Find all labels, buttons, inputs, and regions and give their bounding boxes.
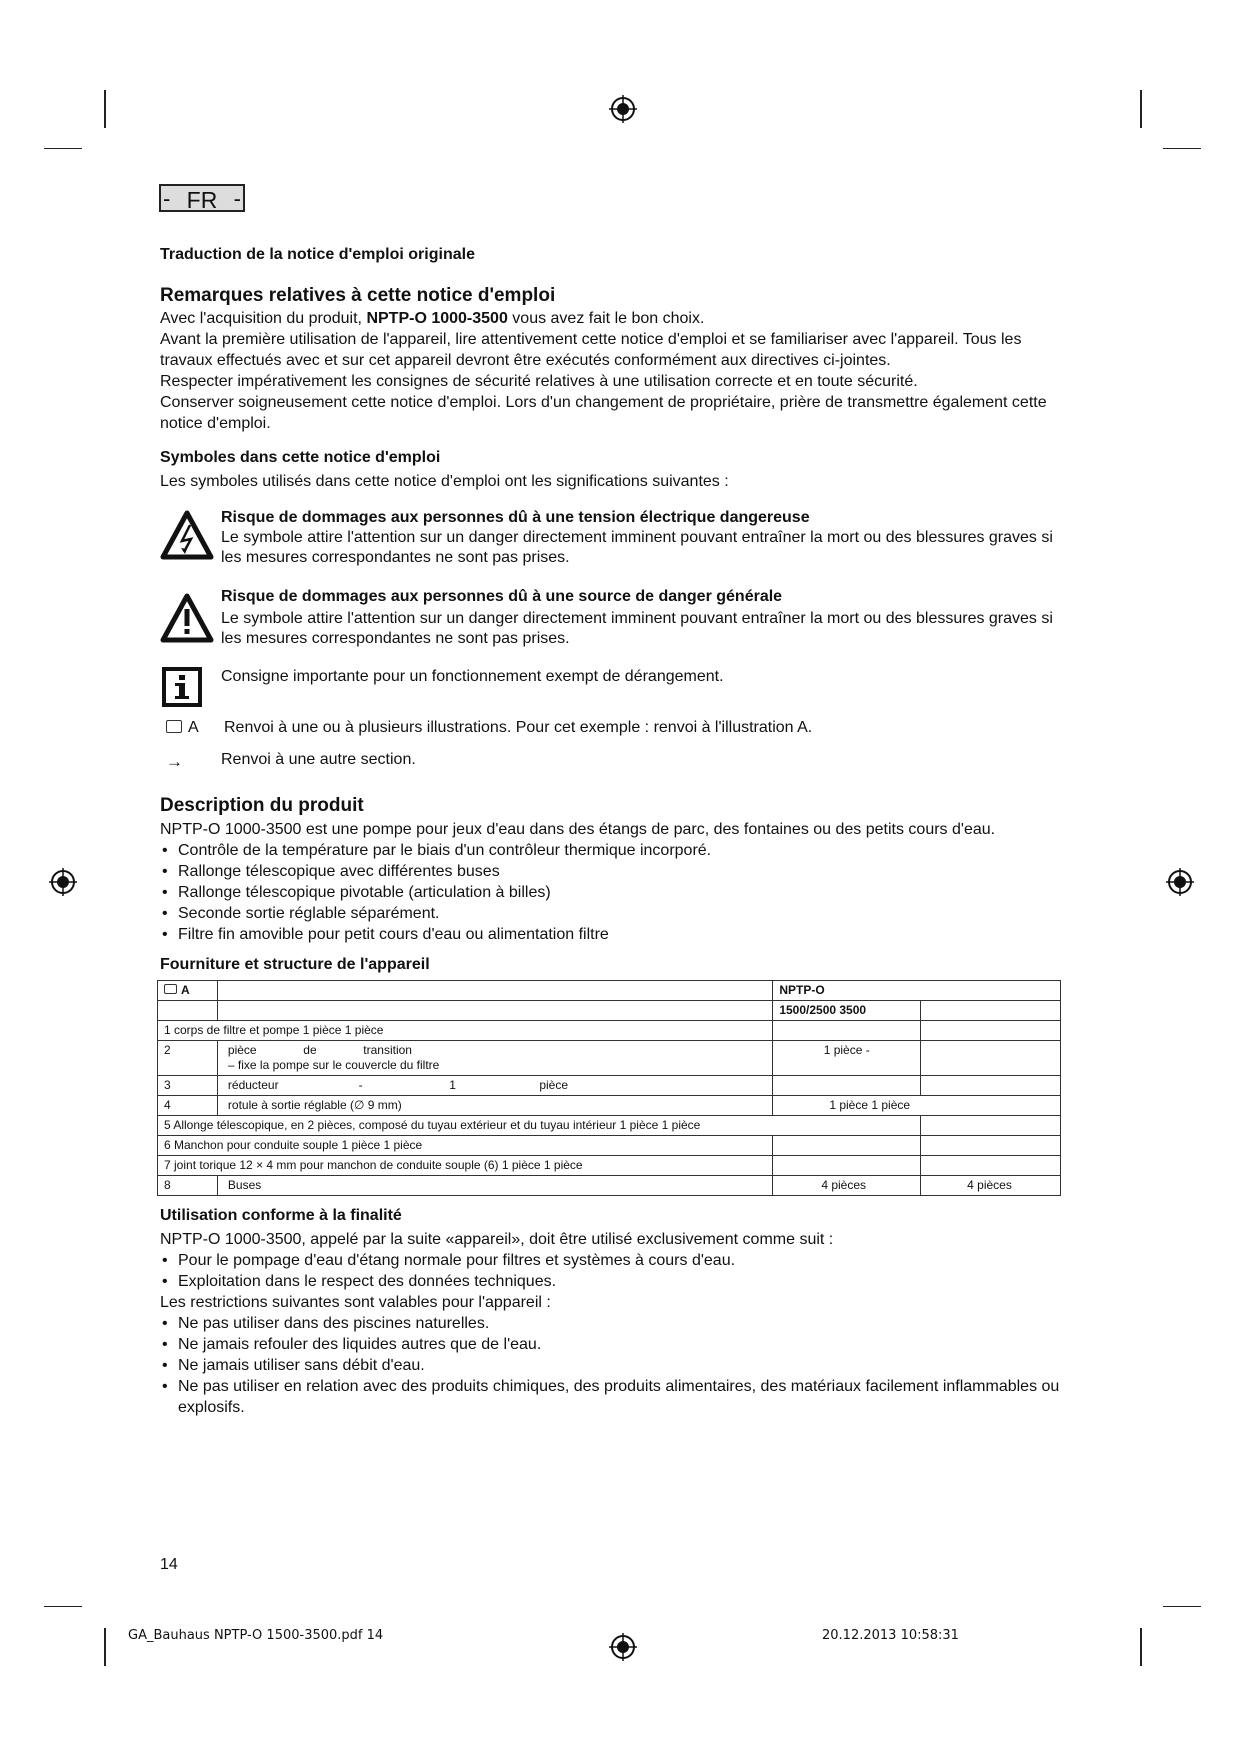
- registration-mark-icon: [608, 1632, 638, 1662]
- doc-subtitle: Traduction de la notice d'emploi originale: [160, 246, 475, 263]
- notes-p1: [160, 308, 1070, 329]
- electric-text: Le symbole attire l'attention sur un danger directement imminent pouvant entraîner la mort ou des blessures graves si les mesures correspondantes ne sont pas prises.: [221, 529, 1053, 566]
- row-merged: 5 Allonge télescopique, en 2 pièces, composé du tuyau extérieur et du tuyau intérieur 1 pièce 1 pièce: [158, 1116, 921, 1136]
- general-text: Le symbole attire l'attention sur un danger directement imminent pouvant entraîner la mort ou des blessures graves si les mesures correspondantes ne sont pas prises.: [221, 610, 1053, 647]
- section-usage: [160, 1205, 1070, 1418]
- notes-p1-pre: Avec l'acquisition du produit,: [160, 310, 367, 327]
- info-icon: [162, 667, 202, 707]
- supply-title: Fourniture et structure de l'appareil: [160, 956, 430, 973]
- restrictions-list: [160, 1313, 1070, 1418]
- header-sizes: 1500/2500 3500: [773, 1001, 921, 1021]
- notes-p4: Conserver soigneusement cette notice d'emploi. Lors d'un changement de propriétaire, prière de transmettre également cette notice d'emploi.: [160, 394, 1047, 432]
- registration-mark-icon: [48, 867, 78, 897]
- row-qty: [921, 1076, 1061, 1096]
- crop-mark: [44, 1606, 82, 1607]
- list-item: • Rallonge télescopique pivotable (articulation à billes): [160, 882, 1070, 903]
- footer-datetime: 20.12.2013 10:58:31: [822, 1628, 959, 1643]
- table-row: [158, 1116, 1061, 1136]
- general-title: Risque de dommages aux personnes dû à une source de danger générale: [221, 588, 783, 605]
- row-num: 2: [158, 1041, 218, 1076]
- usage-list: [160, 1250, 1070, 1292]
- usage-intro: NPTP-O 1000-3500, appelé par la suite «appareil», doit être utilisé exclusivement comme suit :: [160, 1231, 834, 1248]
- language-code: FR: [186, 187, 218, 213]
- row-merged: 1 corps de filtre et pompe 1 pièce 1 pièce: [158, 1021, 773, 1041]
- crop-mark: [1140, 90, 1142, 128]
- table-row: [158, 1136, 1061, 1156]
- arrow-text: Renvoi à une autre section.: [221, 751, 416, 768]
- list-item: • Ne jamais utiliser sans débit d'eau.: [160, 1355, 1070, 1376]
- table-header-row: [158, 981, 1061, 1001]
- figure-box-icon: [166, 720, 182, 733]
- list-item: • Exploitation dans le respect des données techniques.: [160, 1271, 1070, 1292]
- electric-hazard-icon: [160, 510, 214, 560]
- section-notes: [160, 285, 1070, 434]
- crop-mark: [104, 1628, 106, 1666]
- list-item: • Filtre fin amovible pour petit cours d'eau ou alimentation filtre: [160, 924, 1070, 945]
- description-list: [160, 840, 1070, 945]
- table-header-row: [158, 1001, 1061, 1021]
- row-num: 8: [158, 1176, 218, 1196]
- list-item: • Pour le pompage d'eau d'étang normale pour filtres et systèmes à cours d'eau.: [160, 1250, 1070, 1271]
- footer-filename: GA_Bauhaus NPTP-O 1500-3500.pdf 14: [128, 1628, 384, 1643]
- warning-icon: [160, 593, 214, 643]
- section-symbols: [160, 447, 1070, 492]
- section-notes-title: Remarques relatives à cette notice d'emploi: [160, 285, 556, 306]
- symbol-arrow: [160, 750, 1070, 770]
- row-qty: 1 pièce -: [773, 1041, 921, 1076]
- registration-mark-icon: [1165, 867, 1195, 897]
- header-model: NPTP-O: [773, 981, 1061, 1001]
- row-qty: [773, 1076, 921, 1096]
- row-desc: pièce de transition: [227, 1043, 412, 1057]
- list-item: • Ne pas utiliser dans des piscines naturelles.: [160, 1313, 1070, 1334]
- product-name: NPTP-O 1000-3500: [366, 310, 508, 327]
- language-tag: - FR -: [159, 184, 245, 212]
- ref-label: A: [188, 719, 199, 736]
- notes-p2: Avant la première utilisation de l'appareil, lire attentivement cette notice d'emploi et se familiariser avec l'appareil. Tous les travaux effectués avec et sur cet appareil devront être exécutés conformément aux directives ci-jointes.: [160, 331, 1022, 369]
- ref-text: Renvoi à une ou à plusieurs illustrations. Pour cet exemple : renvoi à l'illustration A.: [224, 719, 813, 736]
- description-title: Description du produit: [160, 795, 364, 816]
- table-row: [158, 1021, 1061, 1041]
- symbol-general: [160, 587, 1070, 649]
- section-description: [160, 795, 1070, 945]
- notes-p1-post: vous avez fait le bon choix.: [507, 310, 705, 327]
- table-row: [158, 1076, 1061, 1096]
- symbol-info: [160, 667, 1070, 687]
- symbols-title: Symboles dans cette notice d'emploi: [160, 449, 441, 466]
- row-qty: 1 pièce 1 pièce: [773, 1096, 1061, 1116]
- row-num: 3: [158, 1076, 218, 1096]
- electric-title: Risque de dommages aux personnes dû à une tension électrique dangereuse: [221, 509, 810, 526]
- page-number: 14: [160, 1556, 178, 1573]
- table-row: [158, 1041, 1061, 1076]
- crop-mark: [1163, 1606, 1201, 1607]
- list-item: • Seconde sortie réglable séparément.: [160, 903, 1070, 924]
- row-desc: Buses: [217, 1176, 772, 1196]
- row-qty: [921, 1041, 1061, 1076]
- row-qty: 4 pièces: [921, 1176, 1061, 1196]
- list-item: • Contrôle de la température par le biais d'un contrôleur thermique incorporé.: [160, 840, 1070, 861]
- row-merged: 6 Manchon pour conduite souple 1 pièce 1 pièce: [158, 1136, 773, 1156]
- table-row: [158, 1156, 1061, 1176]
- arrow-right-icon: →: [166, 752, 183, 771]
- row-merged: 7 joint torique 12 × 4 mm pour manchon de conduite souple (6) 1 pièce 1 pièce: [158, 1156, 773, 1176]
- list-item: • Ne pas utiliser en relation avec des produits chimiques, des produits alimentaires, des matériaux facilement inflammables ou explosifs.: [160, 1376, 1070, 1418]
- figure-box-icon: [164, 984, 177, 994]
- symbol-reference: [160, 718, 1070, 738]
- row-desc: rotule à sortie réglable (∅ 9 mm): [217, 1096, 772, 1116]
- symbol-electric: [160, 508, 1070, 568]
- description-intro: NPTP-O 1000-3500 est une pompe pour jeux d'eau dans des étangs de parc, des fontaines ou des petits cours d'eau.: [160, 821, 996, 838]
- registration-mark-icon: [608, 94, 638, 124]
- restrictions-intro: Les restrictions suivantes sont valables pour l'appareil :: [160, 1294, 551, 1311]
- symbols-intro: Les symboles utilisés dans cette notice d'emploi ont les significations suivantes :: [160, 473, 729, 490]
- header-figure: A: [181, 983, 190, 997]
- list-item: • Ne jamais refouler des liquides autres que de l'eau.: [160, 1334, 1070, 1355]
- row-num: 4: [158, 1096, 218, 1116]
- info-text: Consigne importante pour un fonctionnement exempt de dérangement.: [221, 668, 724, 685]
- row-desc: réducteur - 1 pièce: [217, 1076, 772, 1096]
- row-qty: 4 pièces: [773, 1176, 921, 1196]
- crop-mark: [1140, 1628, 1142, 1666]
- notes-p3: Respecter impérativement les consignes de sécurité relatives à une utilisation correcte et en toute sécurité.: [160, 373, 918, 390]
- usage-title: Utilisation conforme à la finalité: [160, 1207, 402, 1224]
- crop-mark: [104, 90, 106, 128]
- list-item: • Rallonge télescopique avec différentes buses: [160, 861, 1070, 882]
- table-row: [158, 1096, 1061, 1116]
- parts-table: [157, 980, 1061, 1196]
- row-subdesc: – fixe la pompe sur le couvercle du filtre: [227, 1058, 440, 1072]
- table-row: [158, 1176, 1061, 1196]
- crop-mark: [1163, 148, 1201, 149]
- crop-mark: [44, 148, 82, 149]
